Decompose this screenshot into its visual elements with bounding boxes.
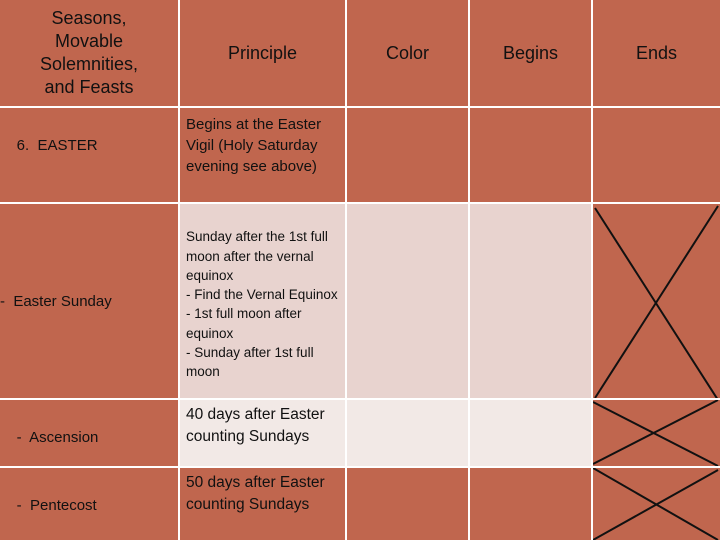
header-color [347,0,470,108]
season-label: - Easter Sunday [0,292,112,310]
table-row-pentecost-color [347,468,470,540]
principle-text: Begins at the Easter Vigil (Holy Saturday evening see above) [186,116,322,175]
table-row-easter-season [0,108,180,204]
table-row-pentecost-principle [180,468,347,540]
table-row-ascension-principle [180,400,347,468]
table-row-ascension-ends [593,400,720,468]
cross-out-icon [593,204,720,400]
header-seasons-label: Seasons, Movable Solemnities, and Feasts [39,8,139,97]
table-row-ascension-color [347,400,470,468]
table-row-pentecost-ends [593,468,720,540]
table-row-ascension-season [0,400,180,468]
table-row-easter-sunday-principle [180,204,347,400]
table-row-easter-sunday-season [0,204,180,400]
table-row-easter-color [347,108,470,204]
header-ends-label: Ends [635,42,678,63]
header-seasons [0,0,180,108]
table-row-easter-ends [593,108,720,204]
principle-text: 40 days after Easter counting Sundays [186,406,325,445]
season-label: - Ascension [16,429,99,446]
table-row-pentecost-begins [470,468,593,540]
header-begins [470,0,593,108]
table-row-easter-sunday-color [347,204,470,400]
season-label: 6. EASTER [16,137,98,154]
cross-out-icon [593,468,720,540]
header-principle [180,0,347,108]
cross-out-icon [593,400,720,468]
header-ends [593,0,720,108]
table-row-pentecost-season [0,468,180,540]
header-principle-label: Principle [227,42,298,63]
table-row-easter-begins [470,108,593,204]
principle-text: 50 days after Easter counting Sundays [186,474,325,513]
table-row-easter-principle [180,108,347,204]
principle-text: Sunday after the 1st full moon after the vernal equinox - Find the Vernal Equinox - 1st full moon after equinox - Sunday after 1st full moon [186,229,338,380]
season-label: - Pentecost [16,497,97,514]
header-begins-label: Begins [502,42,559,63]
header-color-label: Color [385,42,429,63]
table-row-easter-sunday-begins [470,204,593,400]
table-row-ascension-begins [470,400,593,468]
table-row-easter-sunday-ends [593,204,720,400]
